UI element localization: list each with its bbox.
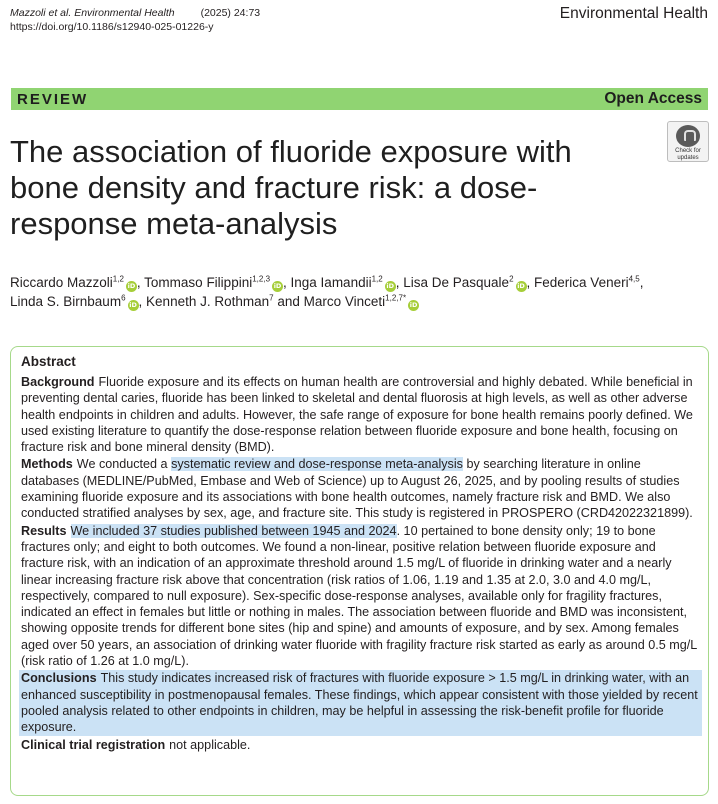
orcid-icon[interactable]: iD [127, 282, 136, 290]
abstract-trial-registration: Clinical trial registration not applicable. [21, 737, 251, 752]
abstract-heading: Abstract [21, 354, 76, 369]
article-type-banner [11, 88, 708, 110]
section-label: Background [21, 375, 95, 389]
author[interactable]: Lisa De Pasquale$^2$iD [403, 274, 525, 290]
journal-name: Environmental Health [559, 5, 708, 22]
orcid-icon[interactable]: iD [409, 301, 418, 309]
author-list: Riccardo Mazzoli$^{1,2}$iD , Tommaso Filippini$^{1,2,3}$iD , Inga Iamandii$^{1,2}$iD , Lisa De Pasquale$^2$iD , Federica Veneri$^{4,5}$, Linda S. Birnbaum$^6$iD , Kenneth J. Rothman$^7$ and Marco Vinceti$^{1,2,7*}$iD [10, 274, 644, 309]
open-access-label: Open Access [604, 90, 702, 107]
author[interactable]: Kenneth J. Rothman$^7$ [146, 293, 274, 309]
citation: Mazzoli et al. Environmental Health [10, 7, 175, 19]
highlighted-text: We included 37 studies published between 1945 and 2024 [70, 523, 397, 538]
section-label: Conclusions [21, 671, 97, 686]
author[interactable]: Marco Vinceti$^{1,2,7*}$iD [303, 293, 418, 309]
bookmark-icon [676, 125, 700, 147]
author[interactable]: Federica Veneri$^{4,5}$ [534, 274, 640, 290]
check-for-updates-button[interactable] [667, 121, 709, 162]
article-meta [10, 6, 260, 34]
author[interactable]: Riccardo Mazzoli$^{1,2}$iD [10, 274, 136, 290]
abstract-results: Results We included 37 studies published between 1945 and 2024. 10 pertained to bone density only; 19 to bone fractures only; and eight to both outcomes. We found a non-linear, positive relation between fluoride exposure and fracture risk, with an indication of an approximate threshold around 1.5 mg/L of fluoride in drinking water and a nearly linear increasing fracture risk above that concentration (risk ratios of 1.06, 1.19 and 1.35 at 2.0, 3.0 and 4.0 mg/L, respectively, compared to null exposure). Sex-specific dose-response analyses, available only for fragility fractures, indicated an effect in females but little or nothing in males. The association between fluoride and BMD was inconsistent, showing opposite trends for different bone sites (hip and spine) and amounts of exposure, and by sex. Among females aged over 50 years, an association of drinking water fluoride with fragility fracture risk started as early as around 0.5 mg/L (risk ratio of 1.26 at 1.0 mg/L). [21, 523, 697, 669]
abstract-conclusions: Conclusions This study indicates increased risk of fractures with fluoride exposure > 1.5 mg/L in drinking water, with an enhanced susceptibility in postmenopausal females. These findings, which appear consistent with those yielded by recent pooled analysis related to other endpoints in children, may be helpful in assessing the risk-benefit profile for fluoride exposure. [19, 670, 702, 735]
author[interactable]: Linda S. Birnbaum$^6$iD [10, 293, 137, 309]
highlighted-text: systematic review and dose-response meta-analysis [171, 457, 463, 472]
author[interactable]: Inga Iamandii$^{1,2}$iD [290, 274, 395, 290]
section-label: Methods [21, 457, 73, 472]
author[interactable]: Tommaso Filippini$^{1,2,3}$iD [144, 274, 282, 290]
orcid-icon[interactable]: iD [273, 282, 282, 290]
check-updates-text: Check for updates [675, 148, 701, 161]
abstract-background: Background Fluoride exposure and its effects on human health are controversial and highly debated. While beneficial in preventing dental caries, fluoride has been linked to skeletal and dental fluorosis at high levels, as well as other adverse health endpoints in children and adults. However, the safe range of exposure for bone health remains poorly defined. We used existing literature to quantify the dose-response relation between fluoride exposure and bone health, focusing on fracture risk and bone mineral density (BMD). [21, 375, 693, 455]
doi-link[interactable]: https://doi.org/10.1186/s12940-025-01226-y [10, 21, 214, 33]
abstract-methods: Methods We conducted a systematic review and dose-response meta-analysis by searching literature in online databases (MEDLINE/PubMed, Embase and Web of Science) up to August 26, 2025, and by pooling results of studies examining fluoride exposure and its associations with bone health outcomes, namely fracture risk and BMD. We also conducted stratified analyses by sex, age, and fracture site. This study is registered in PROSPERO (CRD42022321899). [21, 457, 693, 521]
article-type: REVIEW [17, 90, 89, 108]
article-title: The association of fluoride exposure with bone density and fracture risk: a dose-response meta-analysis [10, 134, 572, 241]
orcid-icon[interactable]: iD [129, 301, 137, 309]
orcid-icon[interactable]: iD [386, 282, 395, 290]
abstract-box [10, 346, 709, 796]
section-label: Clinical trial registration [21, 737, 166, 752]
orcid-icon[interactable]: iD [517, 282, 525, 290]
year-volume: (2025) 24:73 [200, 7, 261, 19]
section-label: Results [21, 523, 67, 538]
